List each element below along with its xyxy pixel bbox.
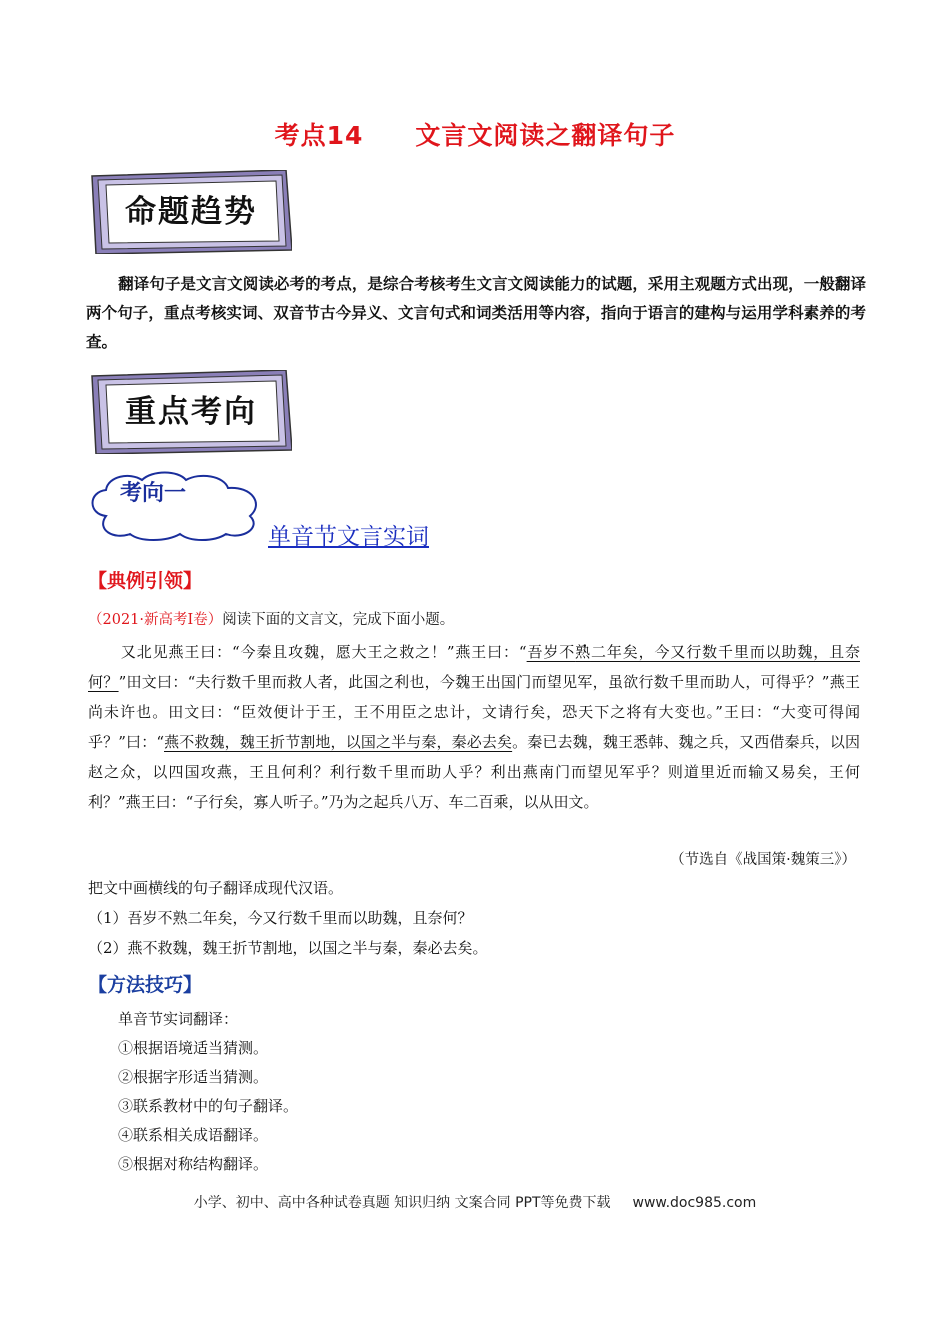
footer-url[interactable]: www.doc985.com: [632, 1195, 757, 1211]
method-item: ④联系相关成语翻译。: [118, 1126, 269, 1144]
question-prompt: 把文中画横线的句子翻译成现代汉语。: [88, 879, 344, 897]
page-footer: [0, 1192, 950, 1212]
method-heading: 【方法技巧】: [88, 974, 203, 996]
banner-trend: [90, 170, 292, 254]
page-title: [0, 116, 950, 152]
method-intro: 单音节实词翻译：: [118, 1010, 239, 1028]
dot-emphasis: 熟: [575, 643, 591, 661]
method-item: ②根据字形适当猜测。: [118, 1068, 269, 1086]
banner-focus-label: 重点考向: [125, 394, 257, 430]
banner-focus: [90, 370, 292, 454]
classical-passage: 又北见燕王曰：“今秦且攻魏，愿大王之救之！”燕王曰：“吾岁不熟二年矣，今又行数千里而以助魏，且奈何？”田文曰：“夫行数千里而救人者，此国之利也，今魏王出国门而望见军，虽欲行数千里而助人，可得乎？”燕王尚未许也。田文曰：“臣效便计于王，王不用臣之忠计，文请行矣，恐天下之将有大变也。”王曰：“大变可得闻乎？”曰：“燕不救魏，魏王折节割地，以国之半与秦，秦必去矣。秦已去魏，魏王悉韩、魏之兵，又西借秦兵，以因赵之众，以四国攻燕，王且何利？利行数千里而助人乎？利出燕南门而望见军乎？则道里近而输又易矣，王何利？”燕王曰：“子行矣，寡人听子。”乃为之起兵八万、车二百乘，以从田文。: [88, 643, 860, 811]
footer-text: 小学、初中、高中各种试卷真题 知识归纳 文案合同 PPT等免费下载: [193, 1195, 611, 1211]
question-2: （2）燕不救魏，魏王折节割地，以国之半与秦，秦必去矣。: [88, 939, 488, 957]
underlined-sentence-1: 吾岁不熟二年矣，今又行数千里而以助魏，且奈何？: [88, 643, 860, 691]
method-item: ⑤根据对称结构翻译。: [118, 1155, 269, 1173]
example-heading: 【典例引领】: [88, 570, 203, 592]
banner-trend-label: 命题趋势: [125, 194, 257, 230]
underlined-sentence-2: 燕不救魏，魏王折节割地，以国之半与秦，秦必去矣: [164, 733, 513, 751]
title-part2: 文言文阅读之翻译句子: [415, 121, 676, 150]
title-part1: 考点14: [274, 121, 364, 150]
method-item: ③联系教材中的句子翻译。: [118, 1097, 299, 1115]
question-1: （1）吾岁不熟二年矣，今又行数千里而以助魏，且奈何？: [88, 909, 473, 927]
method-item: ①根据语境适当猜测。: [118, 1039, 269, 1057]
cloud-tag: [86, 470, 268, 546]
cloud-tag-label: 考向一: [120, 481, 187, 506]
source-line: [88, 608, 454, 629]
source-text: 阅读下面的文言文，完成下面小题。: [222, 612, 455, 628]
intro-paragraph: 翻译句子是文言文阅读必考的考点，是综合考核考生文言文阅读能力的试题，采用主观题方式出现，一般翻译两个句子，重点考核实词、双音节古今异义、文言句式和词类活用等内容，指向于语言的建构与运用学科素养的考查。: [86, 275, 866, 351]
citation: （节选自《战国策·魏策三》）: [670, 852, 856, 868]
section-title[interactable]: 单音节文言实词: [268, 524, 429, 550]
source-tag: （2021·新高考Ⅰ卷）: [88, 612, 223, 628]
